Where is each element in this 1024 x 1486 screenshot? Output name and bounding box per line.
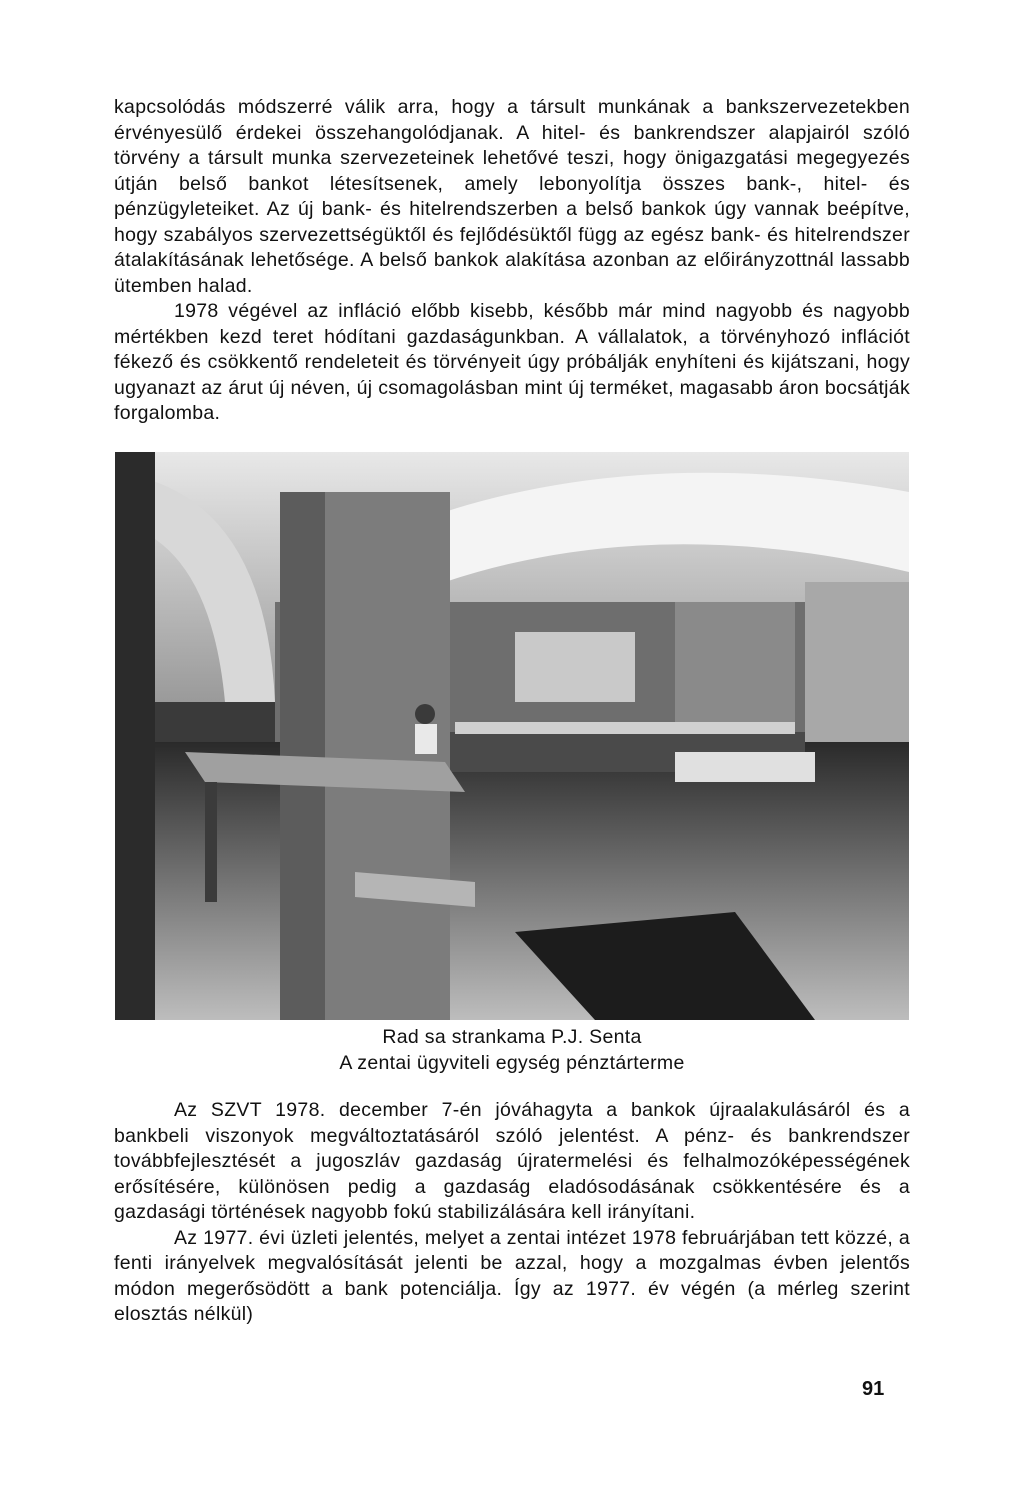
photo-caption-hungarian: A zentai ügyviteli egység pénztárterme <box>339 1052 685 1074</box>
paragraph: 1978 végével az infláció előbb kisebb, később már mind nagyobb és nagyobb mértékben kezd teret hódítani gazdaságunkban. A vállalatok, a törvényhozó inflációt fékező és csökkentő rendeleteit és törvényeit úgy próbálják enyhíteni és kijátszani, hogy ugyanazt az árut új néven, új csomagolásban mint új terméket, magasabb áron bocsátják forgalomba. <box>114 300 910 424</box>
photo-caption-serbian: Rad sa strankama P.J. Senta <box>382 1026 642 1048</box>
bank-hall-photo <box>115 452 909 1020</box>
bank-hall-illustration <box>115 452 909 1020</box>
text-block-top <box>114 95 910 427</box>
paragraph: Az SZVT 1978. december 7-én jóváhagyta a bankok újraalakulásáról és a bankbeli viszonyok megváltoztatásáról szóló jelentést. A pénz- és bankrendszer továbbfejlesztését a jugoszláv gazdaság újratermelési és felhalmozóképességének erősítésére, különösen pedig a gazdaság eladósodásának csökkentésére és a gazdasági történések nagyobb fokú stabilizálására kell irányítani. <box>114 1099 910 1223</box>
paragraph: kapcsolódás módszerré válik arra, hogy a társult munkának a bankszervezetekben érvényesülő érdekei összehangolódjanak. A hitel- és bankrendszer alapjairól szóló törvény a társult munka szervezeteinek lehetővé teszi, hogy önigazgatási megegyezés útján belső bankot létesítsenek, amely lebonyolítja összes bank-, hitel- és pénzügyleteiket. Az új bank- és hitelrendszerben a belső bankok úgy vannak beépítve, hogy szabályos szervezettségüktől és fejlődésüktől függ az egész bank- és hitelrendszer átalakításának lehetősége. A belső bankok alakítása azonban az előirányzottnál lassabb ütemben halad. <box>114 96 910 297</box>
page-number: 91 <box>862 1378 885 1400</box>
paragraph: Az 1977. évi üzleti jelentés, melyet a zentai intézet 1978 februárjában tett közzé, a fenti irányelvek megvalósítását jelenti be azzal, hogy a mozgalmas évben jelentős módon megerősödött a bank potenciálja. Így az 1977. év végén (a mérleg szerint elosztás nélkül) <box>114 1226 910 1325</box>
text-block-bottom <box>114 1098 910 1328</box>
